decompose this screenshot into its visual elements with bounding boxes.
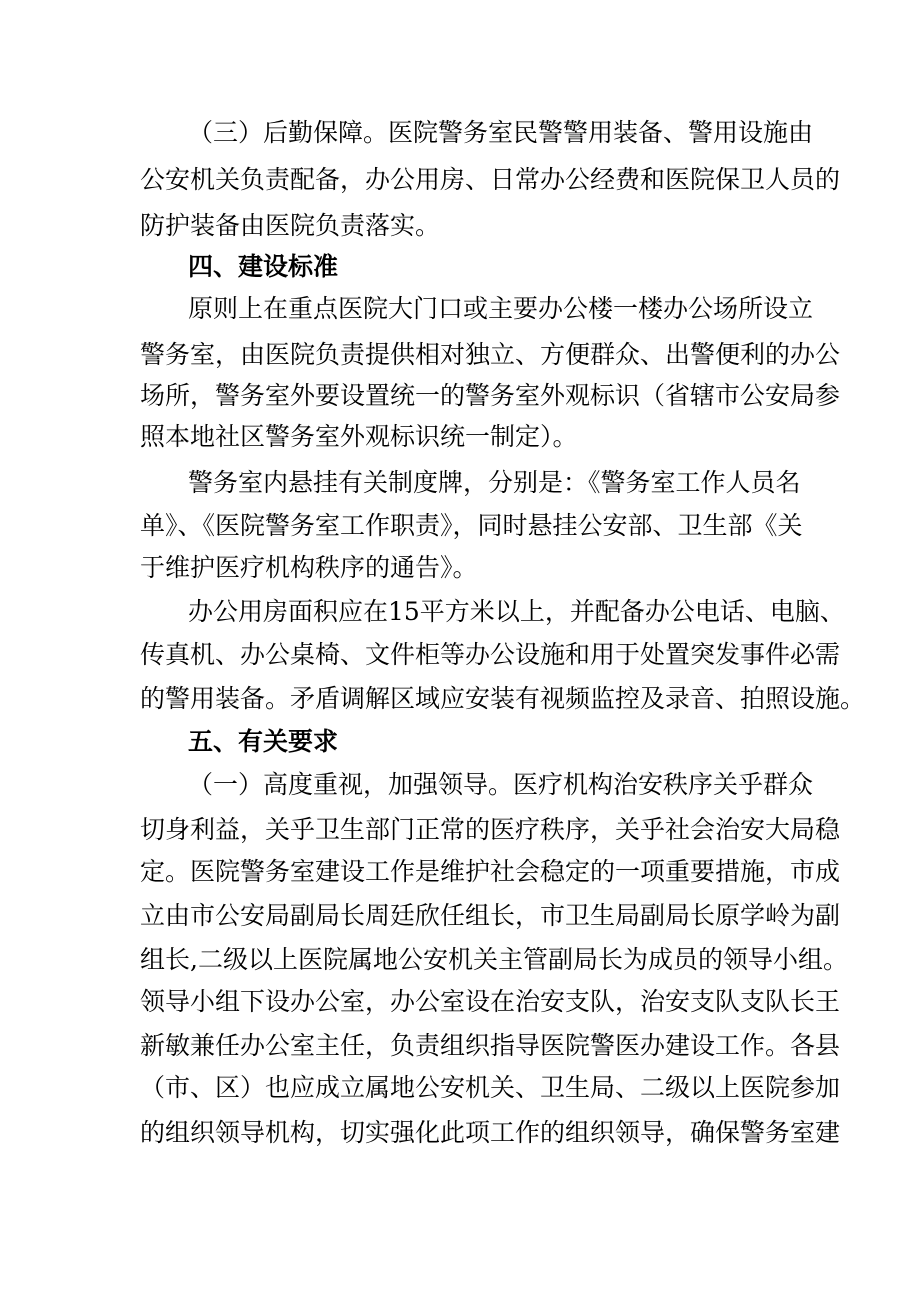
paragraph-line: 组长,二级以上医院属地公安机关主管副局长为成员的领导小组。 [140, 945, 848, 974]
paragraph-line: 公安机关负责配备，办公用房、日常办公经费和医院保卫人员的 [140, 165, 841, 194]
paragraph-line: 照本地社区警务室外观标识统一制定）。 [140, 422, 578, 451]
paragraph-line: （一）高度重视，加强领导。医疗机构治安秩序关乎群众 [188, 770, 814, 799]
section-heading: 四、建设标准 [188, 252, 339, 281]
paragraph-line: 办公用房面积应在15平方米以上，并配备办公电话、电脑、 [188, 597, 845, 626]
paragraph-line: （市、区）也应成立属地公安机关、卫生局、二级以上医院参加 [140, 1073, 841, 1102]
paragraph-line: 领导小组下设办公室，办公室设在治安支队，治安支队支队长王 [140, 987, 841, 1016]
paragraph-line: 传真机、办公桌椅、文件柜等办公设施和用于处置突发事件必需 [140, 640, 841, 669]
paragraph-line: 立由市公安局副局长周廷欣任组长，市卫生局副局长原学岭为副 [140, 901, 841, 930]
paragraph-line: （三）后勤保障。医院警务室民警警用装备、警用设施由 [188, 118, 814, 147]
paragraph-line: 新敏兼任办公室主任，负责组织指导医院警医办建设工作。各县 [140, 1031, 841, 1060]
paragraph-line: 场所，警务室外要设置统一的警务室外观标识（省辖市公安局参 [140, 381, 841, 410]
paragraph-line: 警务室内悬挂有关制度牌，分别是：《警务室工作人员名 [188, 468, 801, 497]
paragraph-line: 单》、《医院警务室工作职责》，同时悬挂公安部、卫生部《关 [140, 511, 803, 540]
paragraph-line: 切身利益，关乎卫生部门正常的医疗秩序，关乎社会治安大局稳 [140, 815, 841, 844]
paragraph-line: 于维护医疗机构秩序的通告》。 [140, 553, 478, 582]
section-heading: 五、有关要求 [188, 727, 339, 756]
paragraph-line: 定。医院警务室建设工作是维护社会稳定的一项重要措施，市成 [140, 857, 841, 886]
paragraph-line: 防护装备由医院负责落实。 [140, 211, 441, 240]
paragraph-line: 原则上在重点医院大门口或主要办公楼一楼办公场所设立 [188, 294, 814, 323]
paragraph-line: 的警用装备。矛盾调解区域应安装有视频监控及录音、拍照设施。 [140, 684, 866, 713]
paragraph-line: 的组织领导机构，切实强化此项工作的组织领导，确保警务室建 [140, 1118, 841, 1147]
paragraph-line: 警务室，由医院负责提供相对独立、方便群众、出警便利的办公 [140, 340, 841, 369]
